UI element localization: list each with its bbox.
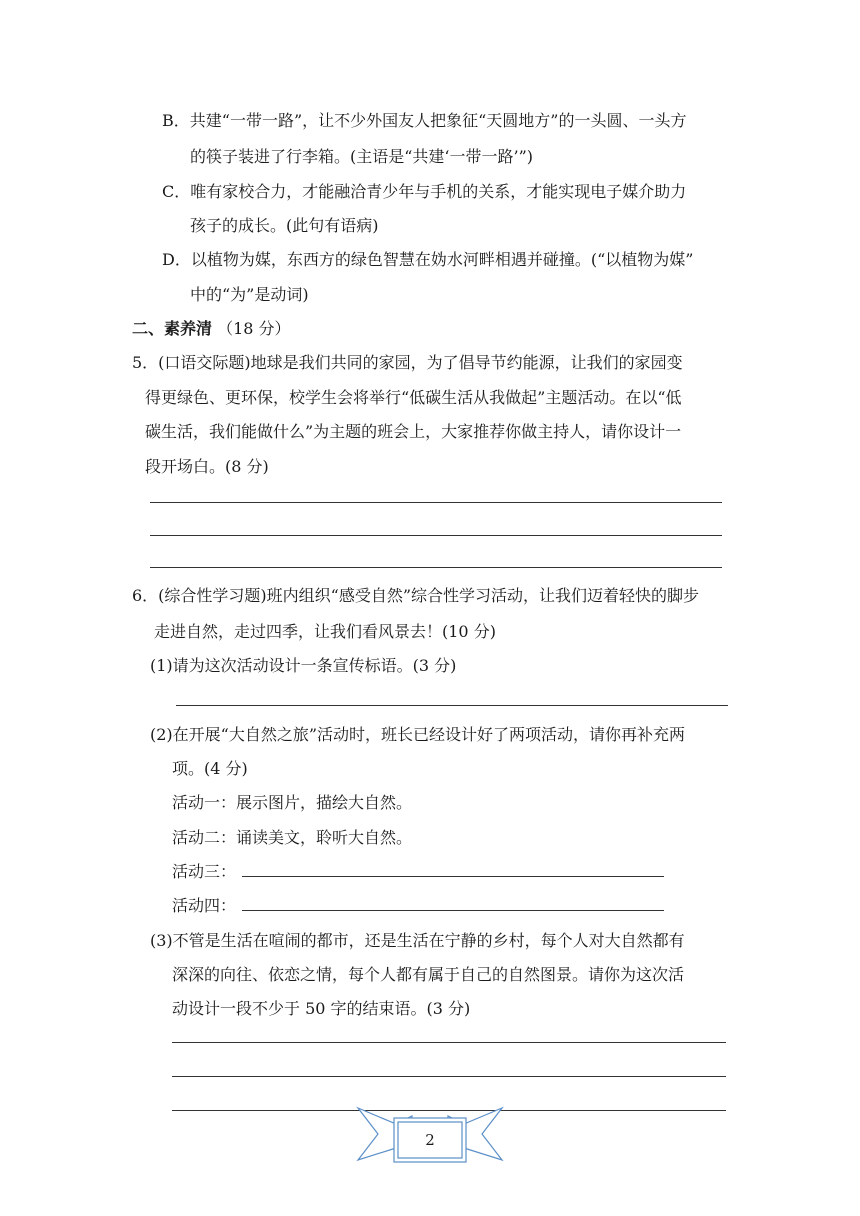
q5-line1: 5．(口语交际题)地球是我们共同的家园，为了倡导节约能源，让我们的家园变 [132, 353, 683, 372]
q4-option-d-line1: D．以植物为媒，东西方的绿色智慧在妫水河畔相遇并碰撞。(“以植物为媒” [162, 250, 694, 269]
q4-option-c-line2: 孩子的成长。(此句有语病) [190, 216, 379, 235]
q6-sub2-line1: (2)在开展“大自然之旅”活动时，班长已经设计好了两项活动，请你再补充两 [150, 725, 686, 744]
activity-2: 活动二：诵读美文，聆听大自然。 [172, 828, 413, 847]
q6-sub3-answer-line[interactable] [172, 1076, 726, 1077]
q4-option-b-line1: B．共建“一带一路”，让不少外国友人把象征“天圆地方”的一头圆、一头方 [162, 111, 687, 130]
q6-sub3-line2: 深深的向往、依恋之情，每个人都有属于自己的自然图景。请你为这次活 [172, 965, 685, 984]
q6-sub1: (1)请为这次活动设计一条宣传标语。(3 分) [150, 656, 457, 675]
q6-sub3-line1: (3)不管是生活在喧闹的都市，还是生活在宁静的乡村，每个人对大自然都有 [150, 931, 685, 950]
q6-sub3-line3: 动设计一段不少于 50 字的结束语。(3 分) [172, 999, 471, 1018]
activity-1: 活动一：展示图片，描绘大自然。 [172, 793, 413, 812]
section2-score: （18 分） [217, 319, 291, 338]
activity-4-answer-line[interactable] [242, 910, 664, 911]
q4-option-c-line1: C．唯有家校合力，才能融洽青少年与手机的关系，才能实现电子媒介助力 [162, 182, 687, 201]
q4-option-d-line2: 中的“为”是动词) [190, 285, 309, 304]
activity-4-label: 活动四： [172, 896, 237, 915]
q5-line3: 碳生活，我们能做什么”为主题的班会上，大家推荐你做主持人，请你设计一 [145, 422, 682, 441]
section2-title: 二、素养清 [132, 319, 213, 338]
q6-sub1-answer-line[interactable] [176, 705, 728, 706]
q4-option-b-line2: 的筷子装进了行李箱。(主语是“共建‘一带一路’”) [190, 147, 534, 166]
q6-line2: 走进自然，走过四季，让我们看风景去！(10 分) [154, 622, 496, 641]
q5-answer-line[interactable] [150, 535, 722, 536]
q6-line1: 6．(综合性学习题)班内组织“感受自然”综合性学习活动，让我们迈着轻快的脚步 [132, 586, 700, 605]
activity-3-answer-line[interactable] [242, 876, 664, 877]
activity-3-label: 活动三： [172, 862, 237, 881]
q5-line2: 得更绿色、更环保，校学生会将举行“低碳生活从我做起”主题活动。在以“低 [145, 388, 682, 407]
section2-heading [132, 317, 291, 341]
q5-answer-line[interactable] [150, 502, 722, 503]
page-number: 2 [425, 1131, 435, 1149]
q5-line4: 段开场白。(8 分) [145, 457, 269, 476]
q6-sub3-answer-line[interactable] [172, 1042, 726, 1043]
q5-answer-line[interactable] [150, 567, 722, 568]
q6-sub2-line2: 项。(4 分) [172, 759, 248, 778]
